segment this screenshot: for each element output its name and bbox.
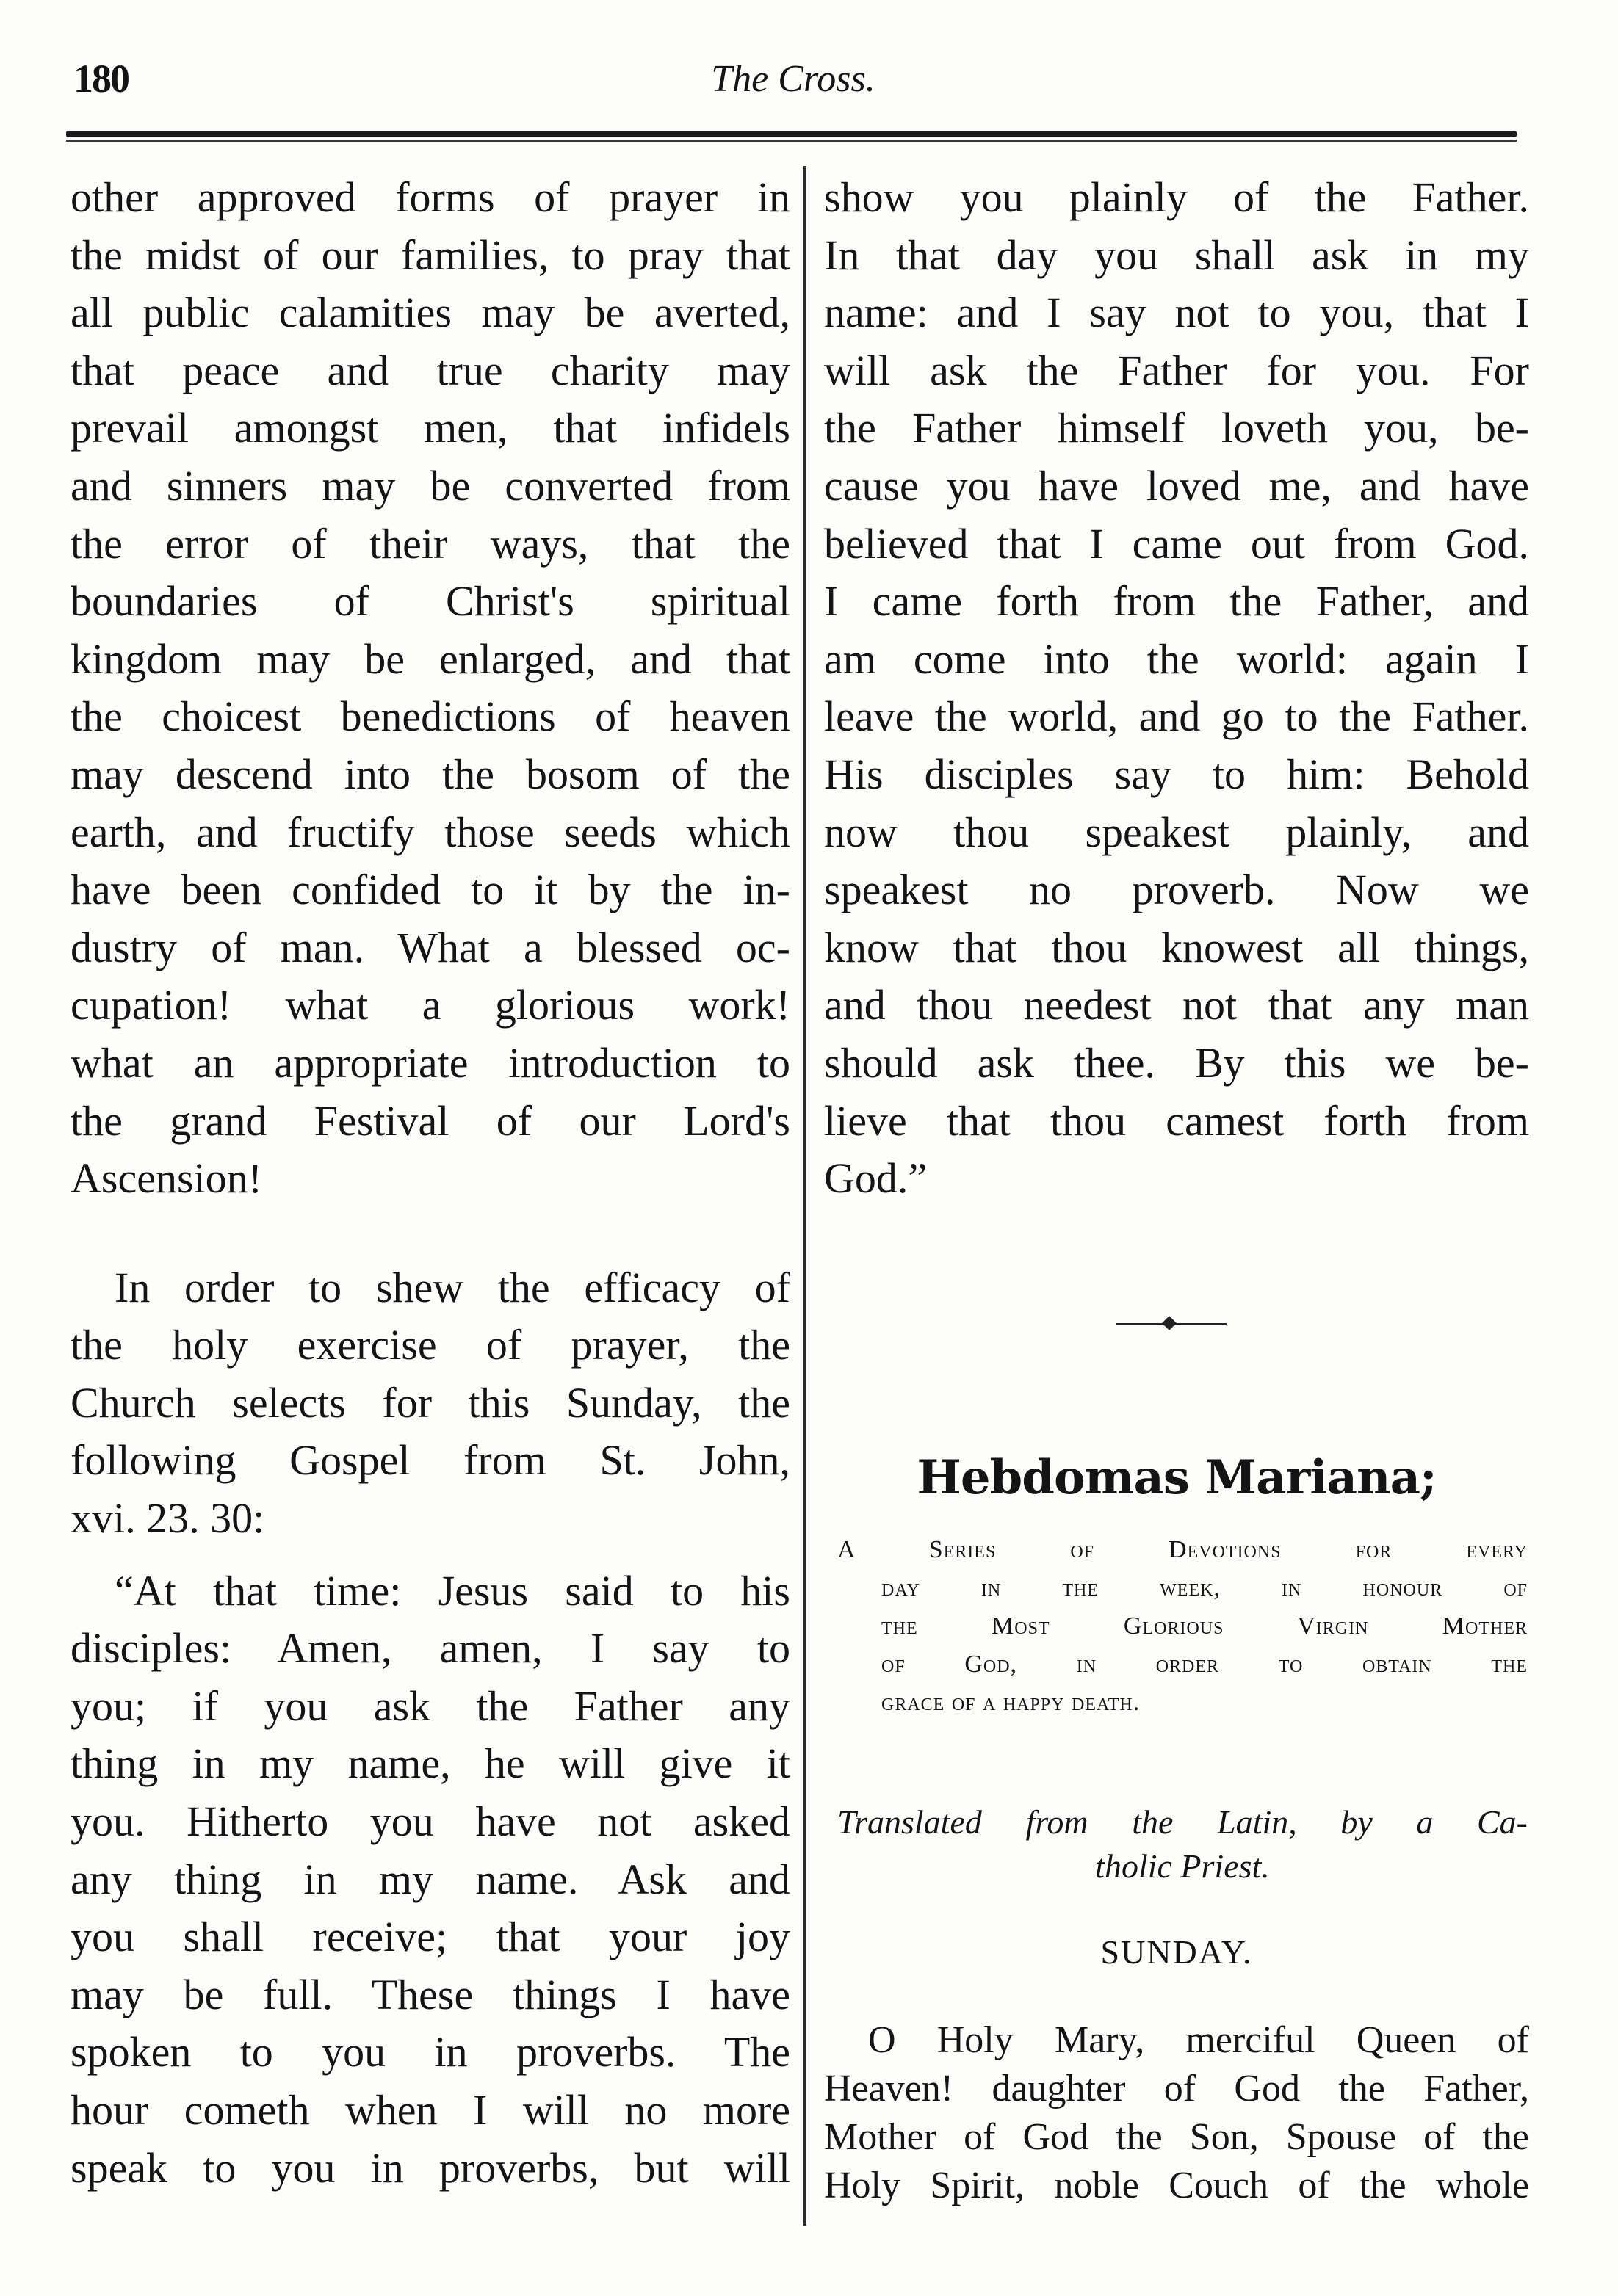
text-line: lieve that thou camest forth from	[824, 1096, 1529, 1145]
text-line: will ask the Father for you. For	[824, 346, 1529, 394]
text-line: you shall receive; that your joy	[71, 1913, 790, 1961]
text-line: Heaven! daughter of God the Father,	[824, 2068, 1529, 2110]
text-line: Ascension!	[71, 1154, 262, 1203]
text-line: “At that time: Jesus said to his	[115, 1566, 790, 1615]
text-line: Church selects for this Sunday, the	[71, 1378, 790, 1427]
text-line: O Holy Mary, merciful Queen of	[868, 2019, 1529, 2061]
text-line: name: and I say not to you, that I	[824, 289, 1529, 337]
text-line: show you plainly of the Father.	[824, 173, 1529, 221]
text-line: that peace and true charity may	[71, 346, 790, 394]
text-line: any thing in my name. Ask and	[71, 1855, 790, 1903]
text-line: should ask thee. By this we be-	[824, 1038, 1529, 1087]
text-line: following Gospel from St. John,	[71, 1436, 790, 1485]
text-line: may be full. These things I have	[71, 1970, 790, 2018]
text-line: Translated from the Latin, by a Ca-	[837, 1803, 1528, 1841]
text-line: earth, and fructify those seeds which	[71, 808, 790, 856]
text-line: In that day you shall ask in my	[824, 231, 1529, 279]
left-column	[71, 169, 790, 2197]
text-line: have been confided to it by the in-	[71, 866, 790, 914]
paragraph-prayer	[824, 2016, 1529, 2210]
translator-credit	[837, 1800, 1528, 1888]
text-line: you. Hitherto you have not asked	[71, 1797, 790, 1846]
paragraph-gospel-text	[71, 1562, 790, 2198]
header-rule	[66, 131, 1517, 137]
text-line: may descend into the bosom of the	[71, 750, 790, 798]
text-line: kingdom may be enlarged, and that	[71, 634, 790, 683]
text-line: cause you have loved me, and have	[824, 461, 1529, 510]
text-line: spoken to you in proverbs. The	[71, 2028, 790, 2076]
text-line: boundaries of Christ's spiritual	[71, 577, 790, 626]
text-line: other approved forms of prayer in	[71, 173, 790, 221]
page-number: 180	[73, 57, 129, 101]
text-line: Mother of God the Son, Spouse of the	[824, 2116, 1529, 2158]
section-ornament	[1116, 1317, 1227, 1331]
text-line: the choicest benedictions of heaven	[71, 692, 790, 741]
text-line: and sinners may be converted from	[71, 461, 790, 510]
column-divider	[803, 166, 806, 2226]
text-line: His disciples say to him: Behold	[824, 750, 1529, 798]
section-title: Hebdomas Mariana;	[917, 1450, 1437, 1505]
text-line: tholic Priest.	[1095, 1847, 1270, 1885]
text-line: God.”	[824, 1154, 928, 1203]
text-line: the Father himself loveth you, be-	[824, 404, 1529, 452]
text-line: now thou speakest plainly, and	[824, 808, 1529, 856]
text-line: grace of a happy death.	[881, 1689, 1141, 1716]
page-header	[59, 48, 1528, 115]
paragraph-gospel-continued	[824, 169, 1529, 1208]
header-rule-thin	[66, 140, 1517, 142]
text-line: the Most Glorious Virgin Mother	[881, 1612, 1528, 1640]
right-column	[824, 169, 1529, 1208]
text-line: the error of their ways, that the	[71, 519, 790, 568]
text-line: xvi. 23. 30:	[71, 1494, 265, 1543]
text-line: and thou needest not that any man	[824, 981, 1529, 1029]
text-line: all public calamities may be averted,	[71, 289, 790, 337]
text-line: I came forth from the Father, and	[824, 577, 1529, 626]
text-line: the grand Festival of our Lord's	[71, 1096, 790, 1145]
text-line: In order to shew the efficacy of	[115, 1263, 790, 1311]
text-line: leave the world, and go to the Father.	[824, 692, 1529, 741]
text-line: the midst of our families, to pray that	[71, 231, 790, 279]
text-line: speak to you in proverbs, but will	[71, 2143, 790, 2192]
text-line: am come into the world: again I	[824, 634, 1529, 683]
paragraph-prayer-intentions	[71, 169, 790, 1208]
text-line: prevail amongst men, that infidels	[71, 404, 790, 452]
series-description	[837, 1531, 1528, 1722]
text-line: of God, in order to obtain the	[881, 1651, 1528, 1678]
text-line: the holy exercise of prayer, the	[71, 1321, 790, 1369]
text-line: believed that I came out from God.	[824, 519, 1529, 568]
text-line: cupation! what a glorious work!	[71, 981, 790, 1029]
text-line: A Series of Devotions for every	[837, 1536, 1528, 1563]
running-title: The Cross.	[711, 58, 875, 100]
text-line: day in the week, in honour of	[881, 1574, 1528, 1601]
day-heading: SUNDAY.	[1100, 1933, 1253, 1971]
text-line: know that thou knowest all things,	[824, 923, 1529, 971]
text-line: hour cometh when I will no more	[71, 2086, 790, 2134]
text-line: you; if you ask the Father any	[71, 1681, 790, 1730]
text-line: dustry of man. What a blessed oc-	[71, 923, 790, 971]
text-line: speakest no proverb. Now we	[824, 866, 1529, 914]
text-line: disciples: Amen, amen, I say to	[71, 1624, 790, 1673]
text-line: what an appropriate introduction to	[71, 1038, 790, 1087]
text-line: thing in my name, he will give it	[71, 1739, 790, 1788]
paragraph-gospel-intro	[71, 1259, 790, 1548]
text-line: Holy Spirit, noble Couch of the whole	[824, 2165, 1529, 2206]
